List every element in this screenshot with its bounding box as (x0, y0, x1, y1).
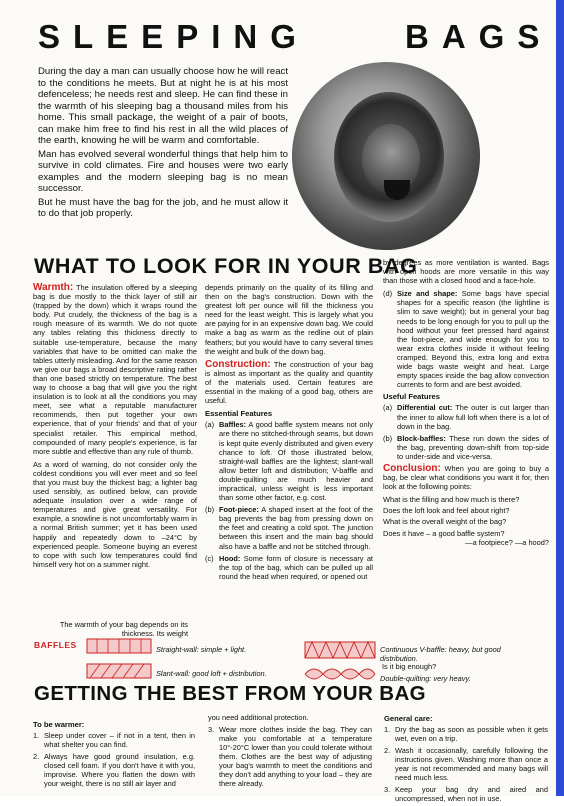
feature-text: Some form of closure is necessary at the top of the bag, which can be pulled up all round the head when required, or opened out (219, 553, 373, 581)
intro-paragraph: But he must have the bag for the job, and he must allow it to do that job properly. (38, 196, 288, 219)
feature-body (397, 289, 549, 389)
question: —a footpiece? —a hood? (465, 537, 549, 547)
intro-text (38, 66, 288, 222)
feature-item (205, 554, 373, 581)
sleeping-man-photo (292, 62, 480, 250)
useful-name: Differential cut: (397, 403, 453, 413)
middle-text: you need additional protection. (208, 713, 309, 722)
useful-name: Block-baffles: (397, 433, 446, 443)
question: What is the filling and how much is there? (383, 495, 520, 505)
feature-name: Hood: (219, 553, 241, 563)
feature-label: (a) (205, 420, 215, 430)
middle-column (208, 713, 372, 791)
feature-label: (d) (383, 289, 393, 299)
double-quilting-caption: Double-quilting: very heavy. (380, 674, 471, 683)
feature-name: Size and shape: (397, 289, 458, 299)
care-heading: General care: (384, 714, 433, 723)
double-quilting-diagram (304, 664, 376, 684)
feature-body (219, 554, 373, 581)
feature-text: Some bags have special shapes for a specific reason (the lightline is slim to save weight); but in general your bag needs to be long enough for you to pull up the hood without your feet pressed hard against the foot-piece, and wide enough for you to wear extra clothes inside it without feeling cramped. Beyond this, extra long and extra wide bags waste weight and heat. Large empty spaces inside the bag allow convection currents to form and are best avoided. (397, 289, 549, 390)
warmth-continuation: The warmth of your bag depends on its thickness. Its weight (59, 620, 188, 638)
straight-wall-caption: Straight-wall: simple + light. (156, 645, 247, 654)
title-word-1: SLEEPING (38, 18, 309, 55)
useful-text: These run down the sides of the bag, preventing down-shift from top-side to under-side and vice-versa. (397, 433, 549, 461)
column-1 (33, 283, 197, 573)
conclusion-text: When you are going to buy a bag, be clear what conditions you want it for, then look at the following points: (383, 463, 549, 492)
feature-body (219, 420, 373, 502)
useful-body (397, 434, 549, 461)
feature-name: Baffles: (219, 420, 247, 430)
column-3 (383, 258, 549, 549)
v-baffle-diagram (304, 639, 376, 661)
warmer-item (33, 731, 195, 749)
question: What is the overall weight of the bag? (383, 517, 507, 527)
hood-continuation: by degrees as more ventilation is wanted. Bags with open hoods are more versatile in this way than those with a closed hood and a face-hole. (383, 258, 549, 286)
column-2 (205, 283, 373, 584)
feature-item (205, 505, 373, 550)
construction-paragraph (205, 360, 373, 405)
item-number: 1. (33, 731, 40, 740)
care-item (384, 725, 548, 743)
item-text: Wash it occasionally, carefully following the instructions given. Washing more than once a year is not recommended and many bags will need much less. (395, 746, 548, 782)
warning-paragraph: As a word of warning, do not consider only the coldest conditions you will ever meet and so feel that you must buy the thickest bag; a lighter bag used sensibly, as outlined below, can provide adequate insulation over a wide range of temperatures and give great versatility. For example, a snowline is not uncomfortably warm in a normal British summer; yet it has been used happily and repeatedly down to –24°C by experienced people. Someone buying an everest to cope with such low temperatures could find himself very hot on a summer night. (33, 459, 197, 569)
slant-wall-caption: Slant-wall: good loft + distribution. (156, 669, 267, 678)
item-number: 2. (384, 746, 391, 755)
warmer-item (208, 725, 372, 788)
section-heading-best: GETTING THE BEST FROM YOUR BAG (34, 682, 427, 705)
feature-label: (b) (205, 505, 215, 515)
care-column (384, 711, 548, 806)
straight-wall-diagram (86, 636, 152, 656)
warmer-column (33, 717, 195, 791)
feature-body (219, 505, 373, 550)
feature-text: A good baffle system means not only are there no stitched-through seams, but down is kept quite evenly distributed and given every chance to loft. Of those illustrated below, straight-wall baffles are the lightest; slant-wall allow better loft and distribution; V-baffle and double-quilting are much heavier and impractical, unless weight is less important than some other factor, e.g. cost. (219, 420, 373, 503)
page-title (0, 18, 556, 58)
item-text: Keep your bag dry and aired and uncompressed, when not in use. (395, 785, 548, 803)
warmth-text: The insulation offered by a sleeping bag is due mostly to the thick layer of still air (trapped by the down) which it wraps round the body. Put crudely, the thickness of the bag is a rough measure of its warmth. We do not quote any tables relating this thickness directly to suitable use-temperature, because the many variables that have to be omitted can make the tables utterly misleading. And for the same reason we give our bags a broad descriptive rating rather than one based strictly on temperature. The best way to choose a bag that will give you the right insulation is to look at all the conditions you may meet, see what a reputable manufacturer recommends, then put together your own experience, that of your friends' and that of your specialist retailer. This empirical method, compounded of many people's experience, is far more subtle and effective than any rule of thumb. (33, 283, 197, 456)
feature-label: (c) (205, 553, 214, 563)
item-number: 3. (384, 785, 391, 794)
useful-label: (b) (383, 433, 393, 443)
slant-wall-diagram (86, 661, 152, 681)
baffles-label: BAFFLES (34, 640, 77, 650)
care-item (384, 746, 548, 782)
page-edge (556, 0, 564, 796)
question-last: Is it big enough? (382, 662, 437, 671)
question: Does it have – a good baffle system? (383, 528, 505, 538)
item-number: 2. (33, 752, 40, 761)
useful-item (383, 434, 549, 461)
item-number: 3. (208, 725, 215, 734)
title-word-2: BAGS (405, 18, 553, 55)
item-text: Wear more clothes inside the bag. They can make you comfortable at a temperature 10°-20°C lower than you could tolerate without them. Clothes are the best way of adjusting your bag's warmth to meet the conditions and they don't add anything to your load – they are there already. (219, 725, 372, 788)
feature-item (383, 289, 549, 389)
warmer-item (33, 752, 195, 788)
intro-paragraph: Man has evolved several wonderful things that help him to survive in cold climates. Fire and houses were two early examples and the modern sleeping bag is no mean successor. (38, 148, 288, 194)
useful-item (383, 403, 549, 430)
item-text: Sleep under cover – if not in a tent, then in what shelter you can find. (44, 731, 195, 749)
item-number: 1. (384, 725, 391, 734)
useful-text: The outer is cut larger than the inner to allow full loft when there is a lot of down in the bag. (397, 403, 549, 431)
essential-features-heading: Essential Features (205, 409, 273, 419)
conclusion-paragraph (383, 464, 549, 491)
question: Does the loft look and feel about right? (383, 506, 510, 516)
conclusion-label: Conclusion: (383, 462, 441, 474)
useful-label: (a) (383, 403, 393, 413)
item-text: Always have good ground insulation, e.g. closed cell foam. If you don't have it with you, improvise. Where you flatten the down with your weight, there is no still air layer and (44, 752, 195, 788)
feature-item (205, 420, 373, 502)
construction-text: The construction of your bag is almost as important as the quality and quantity of the materials used. Certain features are essential in the making of a good bag, others are useful. (205, 359, 373, 406)
useful-features-heading: Useful Features (383, 392, 440, 402)
care-item (384, 785, 548, 803)
useful-body (397, 403, 549, 430)
feature-text: A shaped insert at the foot of the bag prevents the bag from pressing down on the feet and creating a cold spot. The junction between this insert and the main bag should also have a baffle and not be stitched through. (219, 505, 373, 551)
intro-paragraph: During the day a man can usually choose how he will react to the conditions he meets. But at night he is at his most defenceless; he needs rest and sleep. He can find these in the warmth of his sleeping bag a thousand miles from his home. This small package, the weight of a pair of boots, can make him free to find his rest in all the wild places of the earth, knowing he will be warm and comfortable. (38, 66, 288, 146)
warmth-paragraph (33, 283, 197, 456)
filling-paragraph: depends primarily on the quality of its filling and then on the bag's construction. Down with the greatest loft per ounce will fill the thickness you need for the least weight. This is largely what you are paying for in an expensive down bag. We could make a bag as warm as the redline out of plain feathers; but you would have to carry several times the weight and bulk of the down bag. (205, 283, 373, 356)
section-heading-look-for: WHAT TO LOOK FOR IN YOUR BAG (34, 254, 418, 278)
feature-name: Foot-piece: (219, 505, 259, 515)
construction-label: Construction: (205, 358, 271, 370)
v-baffle-caption: Continuous V-baffle: heavy, but good distribution. (380, 645, 501, 663)
warmth-label: Warmth: (33, 282, 74, 293)
item-text: Dry the bag as soon as possible when it gets wet, even on a trip. (395, 725, 548, 743)
warmer-heading: To be warmer: (33, 720, 85, 729)
